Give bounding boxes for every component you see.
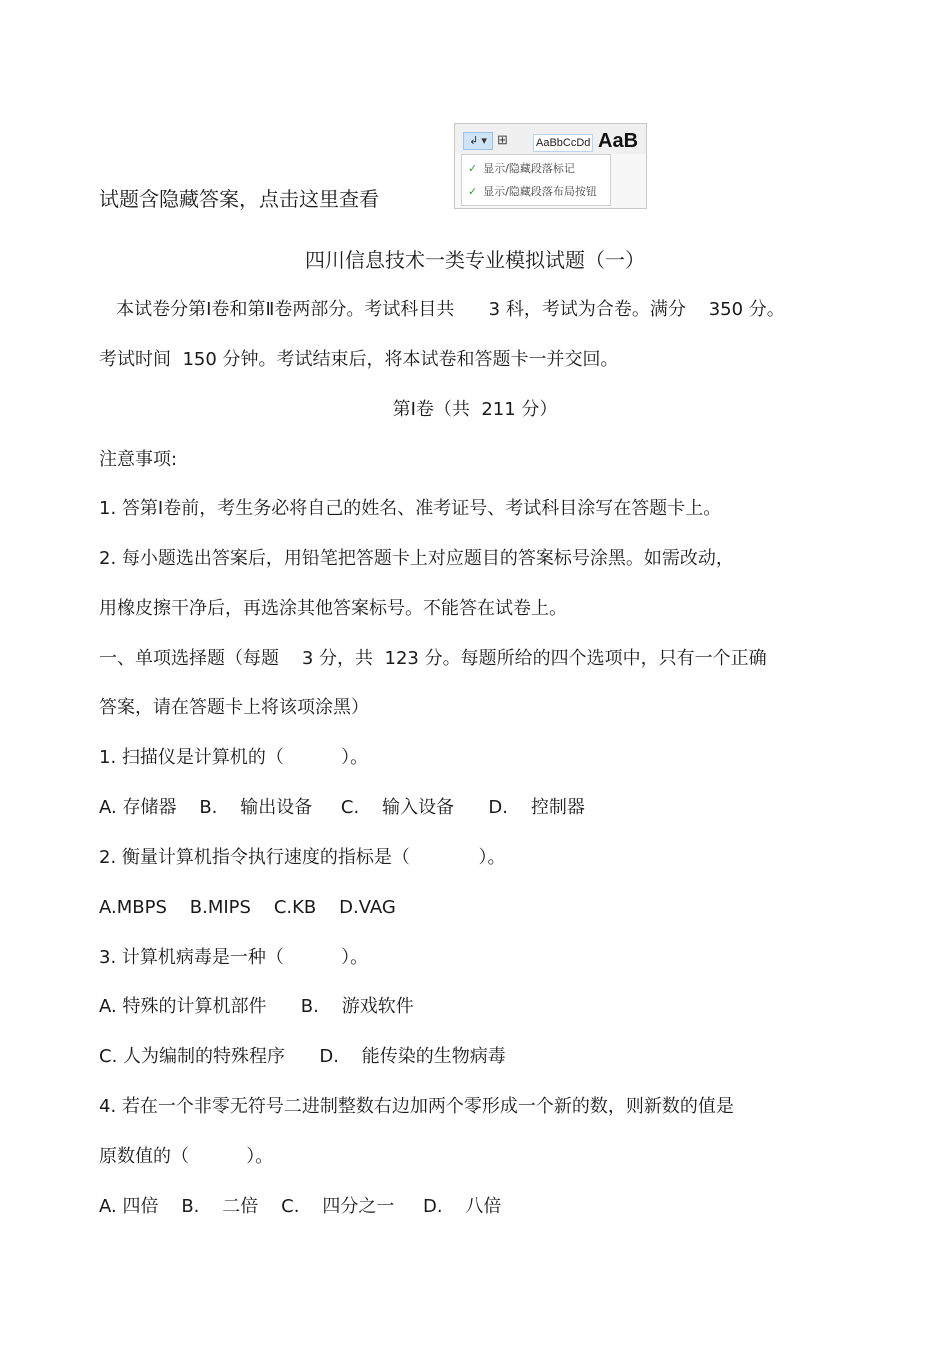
question-4b: 原数值的（ ）。 — [99, 1146, 274, 1167]
notice-label: 注意事项: — [99, 449, 178, 470]
question-2-options: A.MBPS B.MIPS C.KB D.VAG — [99, 897, 396, 918]
grid-icon: ⊞ — [497, 132, 508, 147]
question-4a: 4. 若在一个非零无符号二进制整数右边加两个零形成一个新的数，则新数的值是 — [99, 1096, 734, 1117]
menu-item-show-layout-buttons — [468, 184, 597, 200]
intro-line-1: 本试卷分第Ⅰ卷和第Ⅱ卷两部分。考试科目共 3 科，考试为合卷。满分 350 分。 — [99, 299, 785, 320]
section-title: 第Ⅰ卷（共 211 分） — [392, 399, 558, 420]
hidden-answer-hint[interactable]: 试题含隐藏答案，点击这里查看 — [99, 187, 379, 211]
part1-heading-a: 一、单项选择题（每题 3 分，共 123 分。每题所给的四个选项中，只有一个正确 — [99, 648, 767, 669]
menu-item-label: 显示/隐藏段落布局按钮 — [483, 185, 597, 198]
question-3: 3. 计算机病毒是一种（ ）。 — [99, 947, 369, 968]
ribbon-screenshot — [454, 123, 647, 209]
style-sample-normal: AaBbCcDd — [533, 134, 593, 152]
intro-line-2: 考试时间 150 分钟。考试结束后，将本试卷和答题卡一并交回。 — [99, 349, 619, 370]
menu-item-label: 显示/隐藏段落标记 — [483, 162, 575, 175]
question-3-options-b: C. 人为编制的特殊程序 D. 能传染的生物病毒 — [99, 1046, 506, 1067]
paragraph-mark-button: ↲ ▾ — [463, 132, 493, 150]
question-2: 2. 衡量计算机指令执行速度的指标是（ ）。 — [99, 847, 506, 868]
menu-item-show-paragraph-marks — [468, 161, 575, 177]
check-icon: ✓ — [468, 185, 478, 198]
notice-item-2b: 用橡皮擦干净后，再选涂其他答案标号。不能答在试卷上。 — [99, 598, 567, 619]
check-icon: ✓ — [468, 162, 478, 175]
question-3-options-a: A. 特殊的计算机部件 B. 游戏软件 — [99, 996, 414, 1017]
notice-item-2a: 2. 每小题选出答案后，用铅笔把答题卡上对应题目的答案标号涂黑。如需改动， — [99, 548, 734, 569]
ribbon-dropdown-menu — [461, 154, 611, 206]
style-sample-heading: AaB — [598, 130, 639, 152]
question-1: 1. 扫描仪是计算机的（ ）。 — [99, 747, 369, 768]
part1-heading-b: 答案，请在答题卡上将该项涂黑） — [99, 697, 369, 718]
document-title: 四川信息技术一类专业模拟试题（一） — [305, 248, 645, 272]
question-1-options: A. 存储器 B. 输出设备 C. 输入设备 D. 控制器 — [99, 797, 585, 818]
notice-item-1: 1. 答第Ⅰ卷前，考生务必将自己的姓名、准考证号、考试科目涂写在答题卡上。 — [99, 498, 722, 519]
question-4-options: A. 四倍 B. 二倍 C. 四分之一 D. 八倍 — [99, 1196, 502, 1217]
